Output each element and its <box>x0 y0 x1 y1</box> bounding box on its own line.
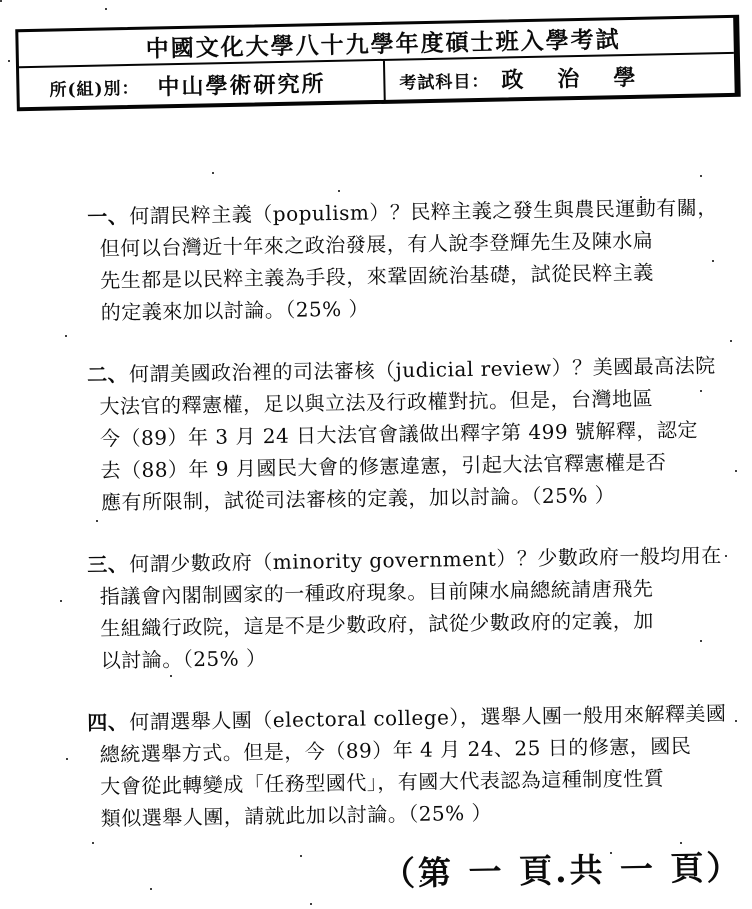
question-number: 四、 <box>87 710 129 735</box>
question-line: 的定義來加以討論。（25% ） <box>100 296 370 325</box>
question-1 <box>87 191 721 328</box>
question-text: 何謂選舉人團（electoral college），選舉人團一般用來解釋美國 <box>129 701 727 735</box>
department-label: 所(組)別： <box>49 78 140 101</box>
exam-header-box <box>15 15 740 112</box>
question-line: 但何以台灣近十年來之政治發展，有人說李登輝先生及陳水扁 <box>99 228 654 261</box>
question-text: 何謂美國政治裡的司法審核（judicial review）？美國最高法院 <box>128 353 716 387</box>
question-line: 指議會內閣制國家的一種政府現象。目前陳水扁總統請唐飛先 <box>99 576 654 609</box>
question-line: 大法官的釋憲權，足以與立法及行政權對抗。但是，台灣地區 <box>99 386 654 419</box>
question-3 <box>87 539 721 676</box>
question-line: 應有所限制，試從司法審核的定義，加以討論。（25% ） <box>100 482 616 515</box>
question-text: 何謂少數政府（minority government）？少數政府一般均用在 <box>129 543 723 577</box>
question-line: 先生都是以民粹主義為手段，來鞏固統治基礎，試從民粹主義 <box>100 260 654 293</box>
subject-label: 考試科目： <box>399 71 490 94</box>
page-number-footer: （第 一 頁.共 一 頁） <box>381 847 743 894</box>
subject-value: 政 治 學 <box>501 64 642 94</box>
question-line: 類似選舉人團，請就此加以討論。（25% ） <box>100 800 493 831</box>
question-line: 以討論。（25% ） <box>100 646 267 673</box>
question-number: 三、 <box>87 552 129 577</box>
question-line: 生組織行政院，這是不是少數政府，試從少數政府的定義，加 <box>100 608 654 641</box>
question-line: 總統選舉方式。但是，今（89）年 4 月 24、25 日的修憲，國民 <box>99 733 692 767</box>
scan-noise <box>0 0 2 2</box>
exam-title: 中國文化大學八十九學年度碩士班入學考試 <box>145 25 621 63</box>
question-text: 何謂民粹主義（populism）？民粹主義之發生與農民運動有關， <box>129 195 718 229</box>
question-list <box>86 195 727 831</box>
question-number: 一、 <box>87 204 129 229</box>
question-line: 大會從此轉變成「任務型國代」，有國大代表認為這種制度性質 <box>100 766 665 799</box>
question-4 <box>87 697 727 834</box>
subject-cell <box>383 54 735 102</box>
question-2 <box>87 349 721 518</box>
question-line: 去（88）年 9 月國民大會的修憲違憲，引起大法官釋憲權是否 <box>100 450 667 483</box>
department-cell <box>19 61 384 109</box>
question-line: 今（89）年 3 月 24 日大法官會議做出釋字第 499 號解釋，認定 <box>99 417 699 451</box>
question-number: 二、 <box>86 362 129 387</box>
department-value: 中山學術研究所 <box>157 71 326 101</box>
